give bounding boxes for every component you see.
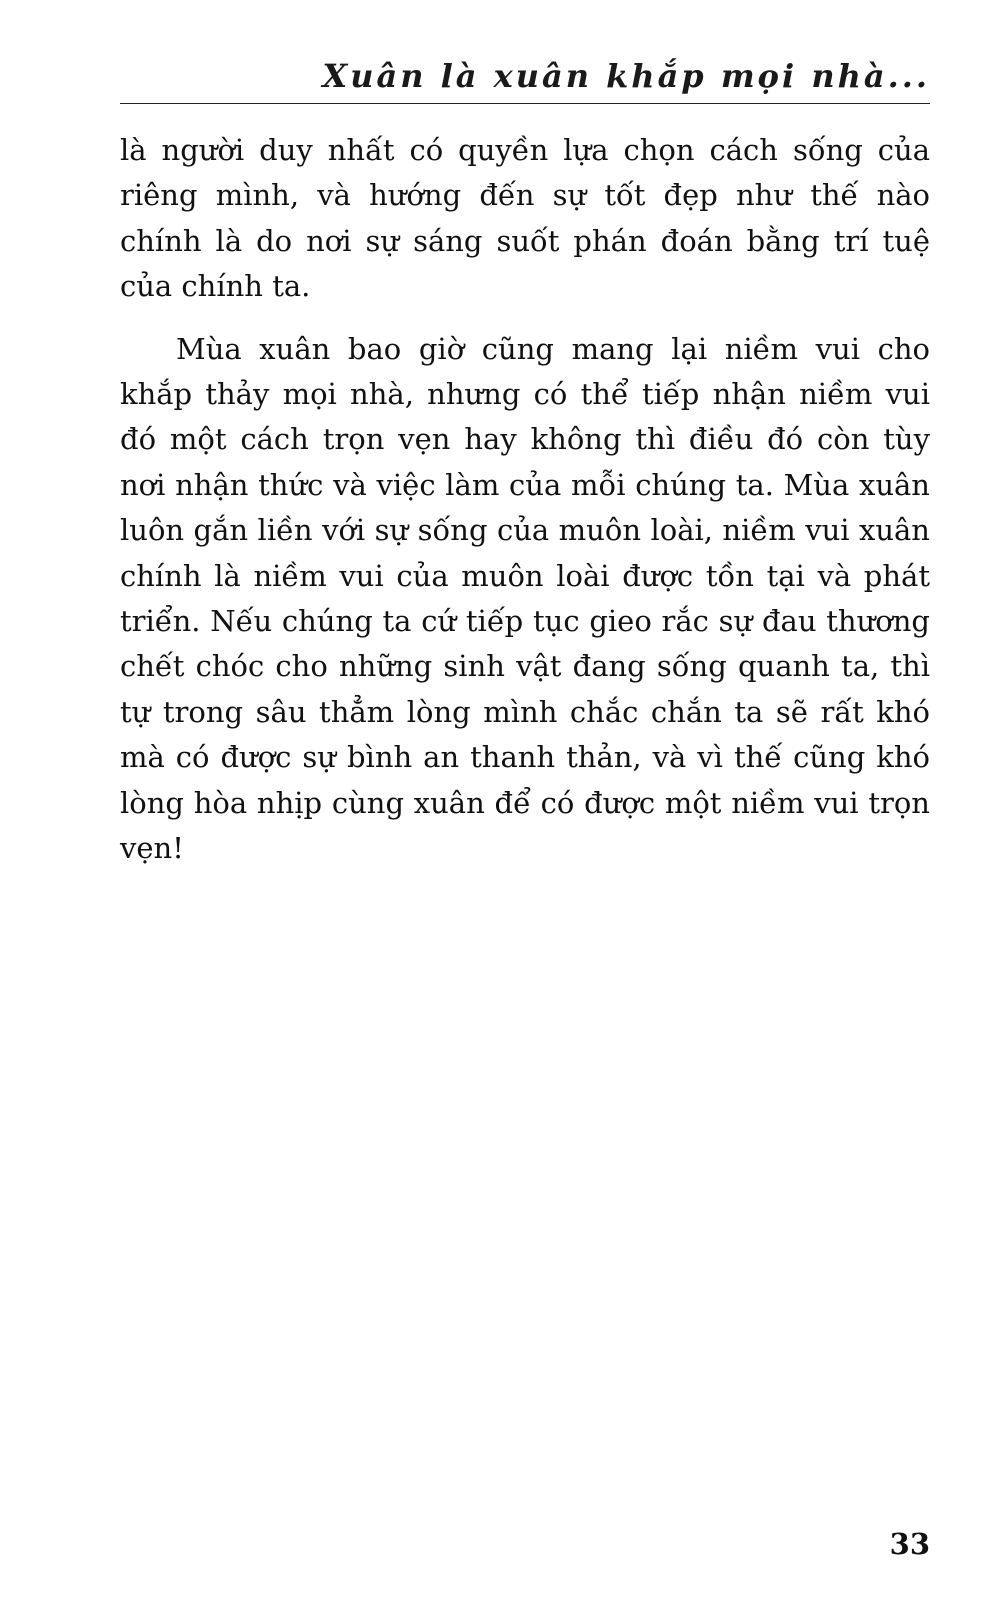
running-header-title: Xuân là xuân khắp mọi nhà... [322,57,930,95]
paragraph-spring: Mùa xuân bao giờ cũng mang lại niềm vui cho khắp thảy mọi nhà, nhưng có thể tiếp nhận niềm vui đó một cách trọn vẹn hay không thì điều đó còn tùy nơi nhận thức và việc làm của mỗi chúng ta. Mùa xuân luôn gắn liền với sự sống của muôn loài, niềm vui xuân chính là niềm vui của muôn loài được tồn tại và phát triển. Nếu chúng ta cứ tiếp tục gieo rắc sự đau thương chết chóc cho những sinh vật đang sống quanh ta, thì tự trong sâu thẳm lòng mình chắc chắn ta sẽ rất khó mà có được sự bình an thanh thản, và vì thế cũng khó lòng hòa nhịp cùng xuân để có được một niềm vui trọn vẹn! [120,331,930,866]
page-number: 33 [889,1527,930,1561]
body-text [120,128,930,872]
paragraph-continued: là người duy nhất có quyền lựa chọn cách sống của riêng mình, và hướng đến sự tốt đẹp như thế nào chính là do nơi sự sáng suốt phán đoán bằng trí tuệ của chính ta. [120,133,930,304]
header-divider [120,103,930,104]
